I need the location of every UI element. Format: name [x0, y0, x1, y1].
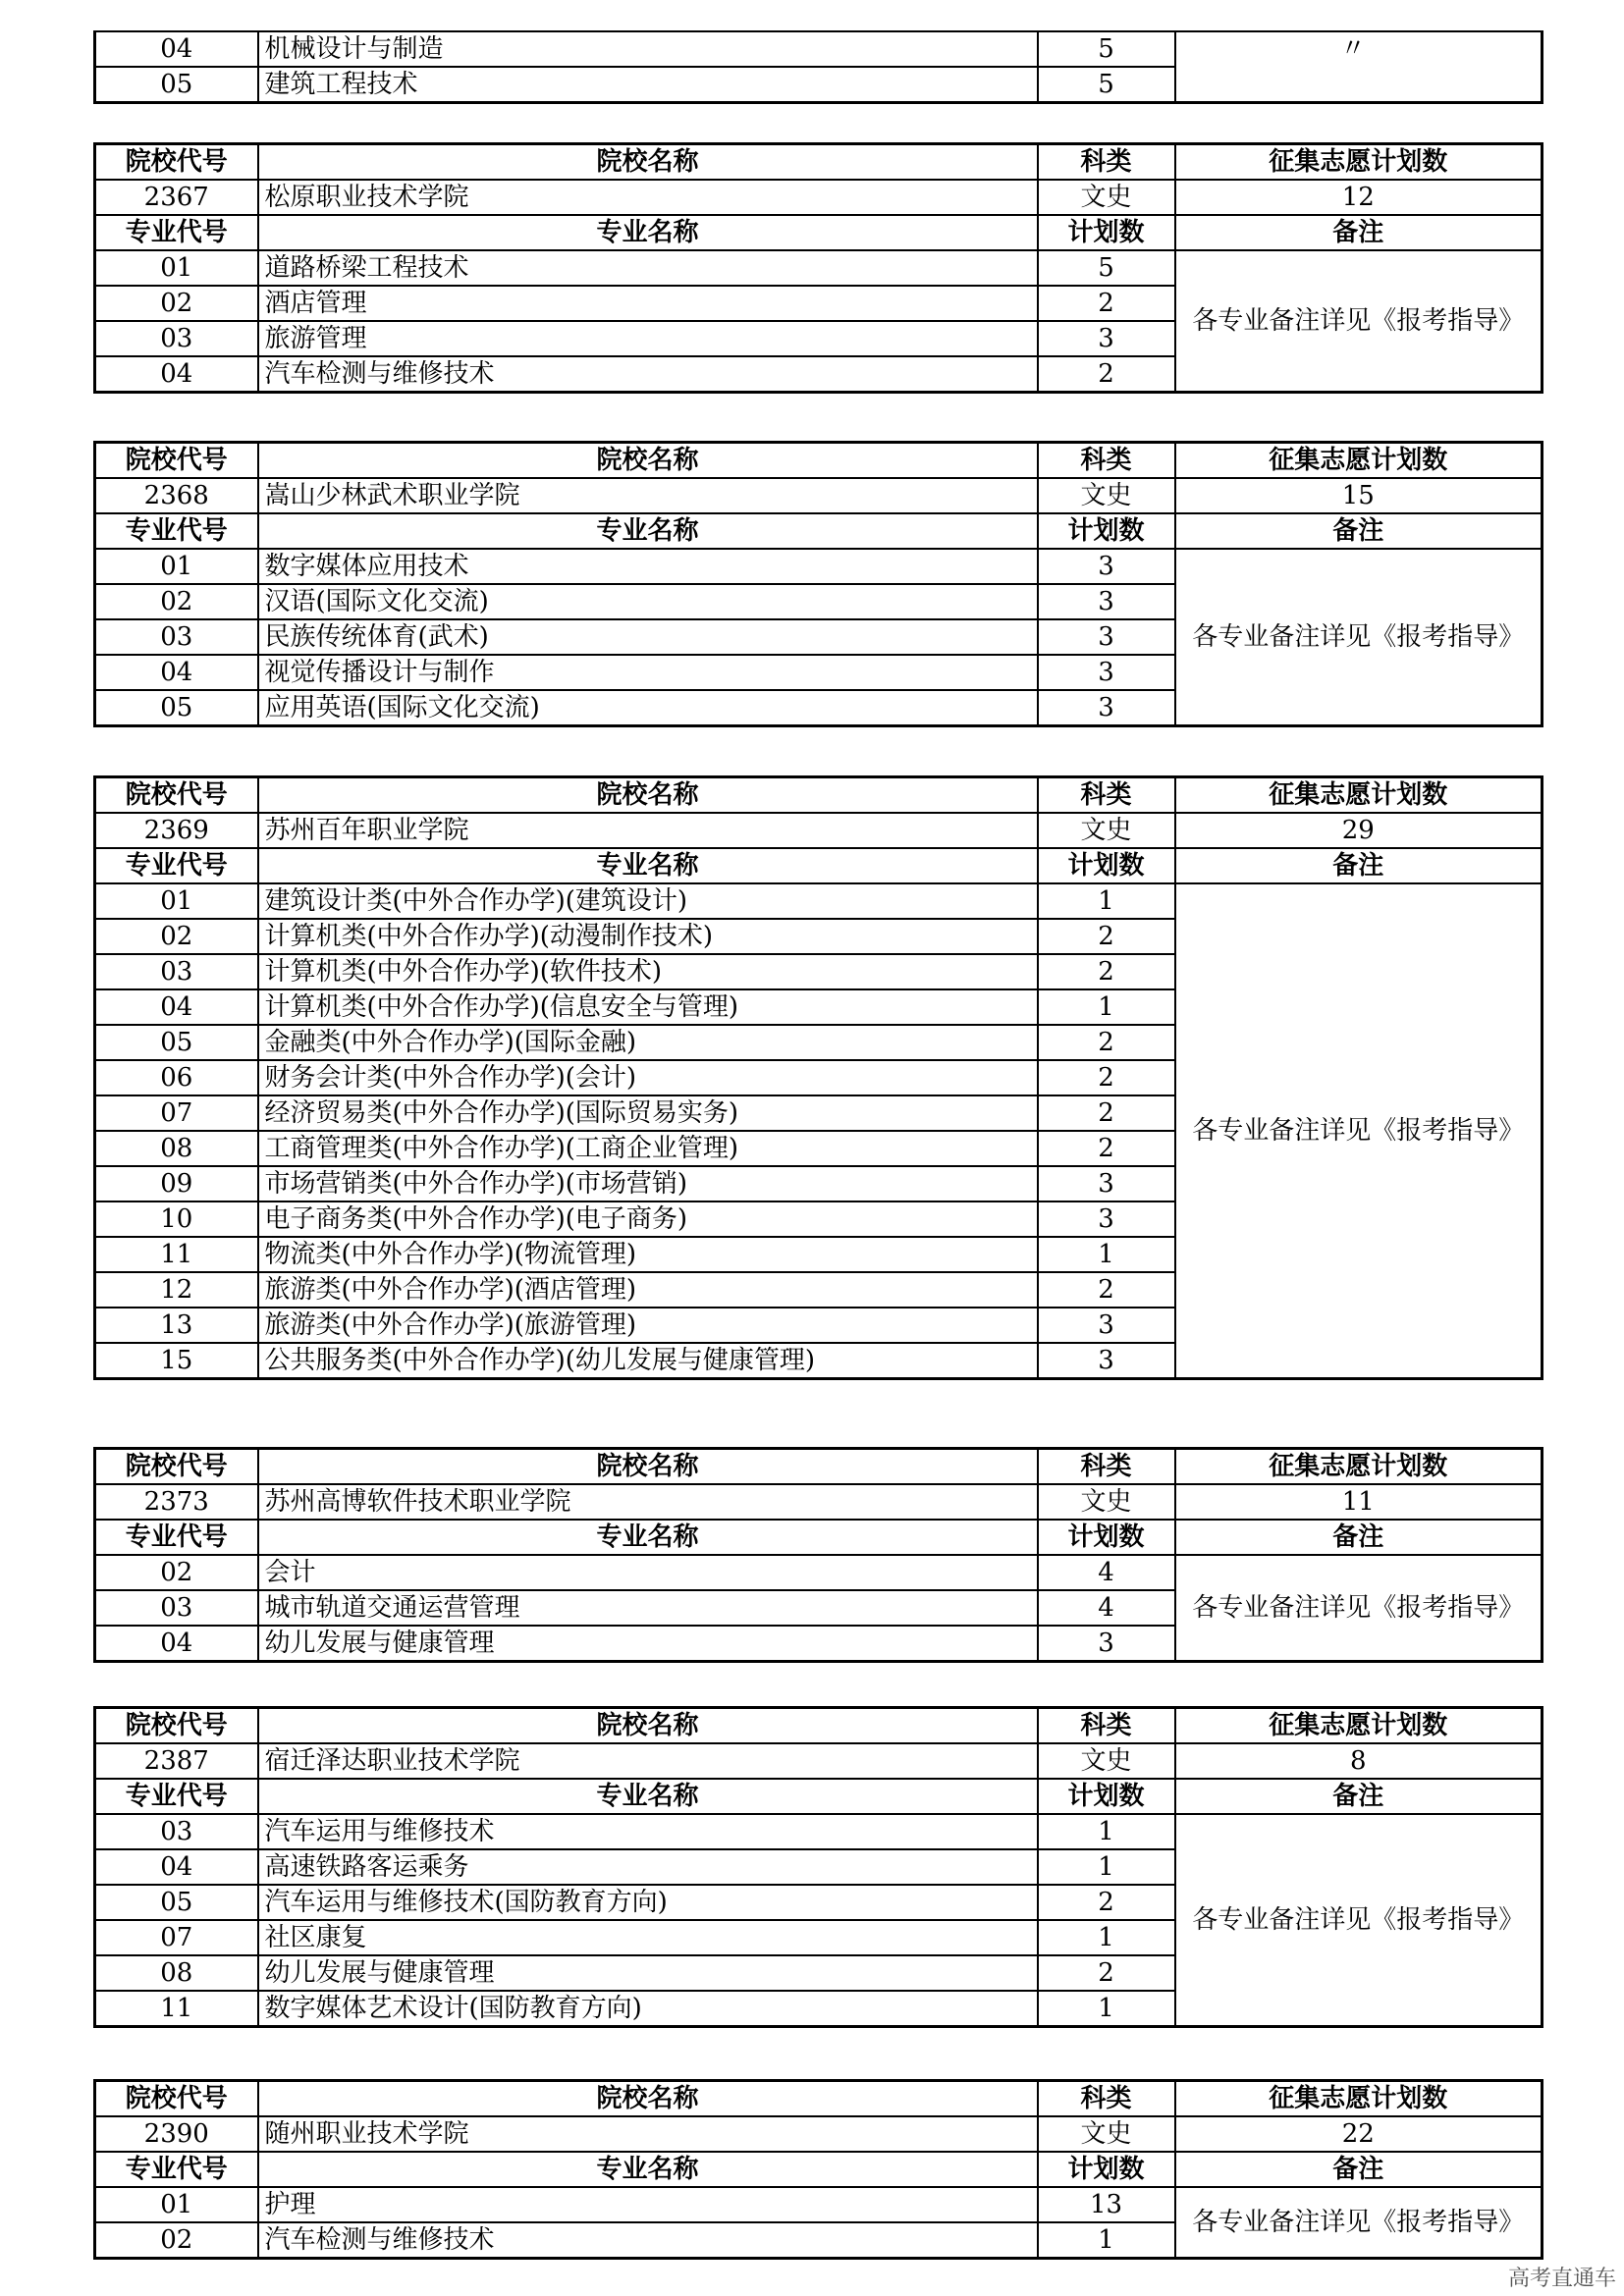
major-name: 汽车运用与维修技术(国防教育方向) — [258, 1885, 1038, 1920]
major-code: 02 — [95, 2222, 258, 2259]
major-code: 01 — [95, 549, 258, 584]
major-name: 旅游管理 — [258, 321, 1038, 356]
major-code: 07 — [95, 1920, 258, 1955]
header-category: 科类 — [1038, 2081, 1175, 2117]
major-name: 旅游类(中外合作办学)(酒店管理) — [258, 1272, 1038, 1308]
major-plan-count: 3 — [1038, 1201, 1175, 1237]
major-row — [95, 549, 1543, 584]
major-code: 08 — [95, 1131, 258, 1166]
header-school-name: 院校名称 — [258, 777, 1038, 814]
major-code: 06 — [95, 1060, 258, 1095]
header-plan-count: 计划数 — [1038, 1779, 1175, 1814]
major-code: 01 — [95, 2187, 258, 2222]
header-remark: 备注 — [1175, 513, 1543, 549]
school-table-continuation — [93, 30, 1543, 104]
school-header-row — [95, 2081, 1543, 2117]
header-school-code: 院校代号 — [95, 1708, 258, 1744]
major-plan-count: 2 — [1038, 1025, 1175, 1060]
school-code: 2373 — [95, 1484, 258, 1520]
school-name: 苏州百年职业学院 — [258, 813, 1038, 848]
major-row — [95, 1814, 1543, 1849]
major-plan-count: 3 — [1038, 619, 1175, 655]
school-plan-total: 8 — [1175, 1743, 1543, 1779]
major-plan-count: 2 — [1038, 1060, 1175, 1095]
remark: 各专业备注详见《报考指导》 — [1175, 883, 1543, 1379]
major-name: 建筑设计类(中外合作办学)(建筑设计) — [258, 883, 1038, 919]
major-plan-count: 4 — [1038, 1590, 1175, 1626]
major-code: 05 — [95, 1025, 258, 1060]
major-code: 01 — [95, 250, 258, 286]
major-name: 数字媒体应用技术 — [258, 549, 1038, 584]
major-plan-count: 2 — [1038, 1272, 1175, 1308]
school-category: 文史 — [1038, 1743, 1175, 1779]
major-code: 03 — [95, 321, 258, 356]
major-name: 汽车检测与维修技术 — [258, 356, 1038, 393]
header-major-name: 专业名称 — [258, 1779, 1038, 1814]
header-category: 科类 — [1038, 1708, 1175, 1744]
school-category: 文史 — [1038, 813, 1175, 848]
major-code: 03 — [95, 1814, 258, 1849]
school-table-2367 — [93, 142, 1543, 394]
header-major-name: 专业名称 — [258, 848, 1038, 883]
major-name: 汉语(国际文化交流) — [258, 584, 1038, 619]
major-code: 03 — [95, 954, 258, 989]
school-code: 2387 — [95, 1743, 258, 1779]
major-plan-count: 5 — [1038, 67, 1175, 103]
major-header-row — [95, 848, 1543, 883]
header-remark: 备注 — [1175, 848, 1543, 883]
major-plan-count: 2 — [1038, 286, 1175, 321]
major-plan-count: 3 — [1038, 655, 1175, 690]
major-code: 02 — [95, 286, 258, 321]
school-code: 2390 — [95, 2116, 258, 2152]
major-code: 10 — [95, 1201, 258, 1237]
header-major-name: 专业名称 — [258, 215, 1038, 250]
major-plan-count: 1 — [1038, 989, 1175, 1025]
remark: 各专业备注详见《报考指导》 — [1175, 2187, 1543, 2259]
school-plan-total: 11 — [1175, 1484, 1543, 1520]
school-code: 2368 — [95, 478, 258, 513]
major-code: 02 — [95, 584, 258, 619]
header-plan-count: 计划数 — [1038, 2152, 1175, 2187]
header-plan-total: 征集志愿计划数 — [1175, 1449, 1543, 1485]
major-name: 幼儿发展与健康管理 — [258, 1626, 1038, 1662]
major-code: 08 — [95, 1955, 258, 1991]
school-code: 2369 — [95, 813, 258, 848]
major-code: 04 — [95, 356, 258, 393]
major-plan-count: 2 — [1038, 1885, 1175, 1920]
major-row — [95, 1555, 1543, 1590]
major-plan-count: 1 — [1038, 1814, 1175, 1849]
major-code: 05 — [95, 67, 258, 103]
major-name: 计算机类(中外合作办学)(软件技术) — [258, 954, 1038, 989]
school-name: 苏州高博软件技术职业学院 — [258, 1484, 1038, 1520]
major-header-row — [95, 513, 1543, 549]
major-name: 幼儿发展与健康管理 — [258, 1955, 1038, 1991]
header-major-code: 专业代号 — [95, 1520, 258, 1555]
watermark: 高考直通车 — [1507, 2267, 1616, 2291]
school-name: 嵩山少林武术职业学院 — [258, 478, 1038, 513]
major-row — [95, 2187, 1543, 2222]
major-name: 物流类(中外合作办学)(物流管理) — [258, 1237, 1038, 1272]
school-header-row — [95, 1449, 1543, 1485]
major-name: 市场营销类(中外合作办学)(市场营销) — [258, 1166, 1038, 1201]
major-name: 高速铁路客运乘务 — [258, 1849, 1038, 1885]
header-plan-total: 征集志愿计划数 — [1175, 777, 1543, 814]
major-header-row — [95, 2152, 1543, 2187]
header-plan-count: 计划数 — [1038, 513, 1175, 549]
major-code: 15 — [95, 1343, 258, 1379]
major-code: 03 — [95, 619, 258, 655]
header-major-code: 专业代号 — [95, 848, 258, 883]
major-plan-count: 3 — [1038, 584, 1175, 619]
header-category: 科类 — [1038, 443, 1175, 479]
major-name: 社区康复 — [258, 1920, 1038, 1955]
school-name: 松原职业技术学院 — [258, 180, 1038, 215]
major-code: 02 — [95, 919, 258, 954]
header-plan-count: 计划数 — [1038, 1520, 1175, 1555]
major-code: 04 — [95, 31, 258, 67]
header-school-name: 院校名称 — [258, 2081, 1038, 2117]
header-remark: 备注 — [1175, 1779, 1543, 1814]
school-info-row — [95, 813, 1543, 848]
major-plan-count: 3 — [1038, 321, 1175, 356]
major-plan-count: 2 — [1038, 919, 1175, 954]
school-table-2373 — [93, 1447, 1543, 1663]
major-code: 04 — [95, 1626, 258, 1662]
major-name: 数字媒体艺术设计(国防教育方向) — [258, 1991, 1038, 2027]
major-plan-count: 2 — [1038, 1131, 1175, 1166]
school-category: 文史 — [1038, 1484, 1175, 1520]
major-plan-count: 2 — [1038, 1095, 1175, 1131]
school-category: 文史 — [1038, 478, 1175, 513]
major-plan-count: 1 — [1038, 1920, 1175, 1955]
header-category: 科类 — [1038, 777, 1175, 814]
school-category: 文史 — [1038, 180, 1175, 215]
major-header-row — [95, 215, 1543, 250]
header-plan-total: 征集志愿计划数 — [1175, 144, 1543, 181]
header-school-code: 院校代号 — [95, 2081, 258, 2117]
header-school-name: 院校名称 — [258, 1708, 1038, 1744]
major-name: 旅游类(中外合作办学)(旅游管理) — [258, 1308, 1038, 1343]
major-plan-count: 1 — [1038, 2222, 1175, 2259]
school-header-row — [95, 777, 1543, 814]
major-code: 12 — [95, 1272, 258, 1308]
school-plan-total: 15 — [1175, 478, 1543, 513]
major-name: 金融类(中外合作办学)(国际金融) — [258, 1025, 1038, 1060]
header-plan-total: 征集志愿计划数 — [1175, 443, 1543, 479]
school-code: 2367 — [95, 180, 258, 215]
header-remark: 备注 — [1175, 215, 1543, 250]
school-table-2369 — [93, 775, 1543, 1380]
school-plan-total: 12 — [1175, 180, 1543, 215]
major-name: 视觉传播设计与制作 — [258, 655, 1038, 690]
major-plan-count: 2 — [1038, 954, 1175, 989]
school-name: 宿迁泽达职业技术学院 — [258, 1743, 1038, 1779]
major-plan-count: 3 — [1038, 690, 1175, 726]
major-name: 计算机类(中外合作办学)(信息安全与管理) — [258, 989, 1038, 1025]
major-name: 公共服务类(中外合作办学)(幼儿发展与健康管理) — [258, 1343, 1038, 1379]
major-name: 建筑工程技术 — [258, 67, 1038, 103]
major-row — [95, 883, 1543, 919]
header-major-name: 专业名称 — [258, 513, 1038, 549]
school-header-row — [95, 1708, 1543, 1744]
header-remark: 备注 — [1175, 2152, 1543, 2187]
major-row — [95, 31, 1543, 67]
major-name: 财务会计类(中外合作办学)(会计) — [258, 1060, 1038, 1095]
major-name: 应用英语(国际文化交流) — [258, 690, 1038, 726]
major-code: 05 — [95, 690, 258, 726]
header-plan-total: 征集志愿计划数 — [1175, 2081, 1543, 2117]
header-school-code: 院校代号 — [95, 144, 258, 181]
major-code: 03 — [95, 1590, 258, 1626]
major-name: 汽车运用与维修技术 — [258, 1814, 1038, 1849]
header-category: 科类 — [1038, 1449, 1175, 1485]
header-major-code: 专业代号 — [95, 215, 258, 250]
header-plan-total: 征集志愿计划数 — [1175, 1708, 1543, 1744]
remark: 各专业备注详见《报考指导》 — [1175, 250, 1543, 393]
header-school-name: 院校名称 — [258, 443, 1038, 479]
header-remark: 备注 — [1175, 1520, 1543, 1555]
header-major-code: 专业代号 — [95, 1779, 258, 1814]
school-info-row — [95, 180, 1543, 215]
major-row — [95, 250, 1543, 286]
header-major-code: 专业代号 — [95, 2152, 258, 2187]
major-code: 09 — [95, 1166, 258, 1201]
school-category: 文史 — [1038, 2116, 1175, 2152]
remark: 各专业备注详见《报考指导》 — [1175, 549, 1543, 726]
major-plan-count: 2 — [1038, 1955, 1175, 1991]
school-header-row — [95, 443, 1543, 479]
major-code: 04 — [95, 655, 258, 690]
major-header-row — [95, 1779, 1543, 1814]
major-name: 经济贸易类(中外合作办学)(国际贸易实务) — [258, 1095, 1038, 1131]
school-plan-total: 22 — [1175, 2116, 1543, 2152]
major-plan-count: 3 — [1038, 1308, 1175, 1343]
school-info-row — [95, 478, 1543, 513]
major-code: 11 — [95, 1991, 258, 2027]
school-table-2368 — [93, 441, 1543, 727]
major-name: 电子商务类(中外合作办学)(电子商务) — [258, 1201, 1038, 1237]
header-school-code: 院校代号 — [95, 777, 258, 814]
school-info-row — [95, 1484, 1543, 1520]
major-code: 05 — [95, 1885, 258, 1920]
major-plan-count: 1 — [1038, 1237, 1175, 1272]
remark: 各专业备注详见《报考指导》 — [1175, 1555, 1543, 1662]
major-code: 04 — [95, 1849, 258, 1885]
header-major-name: 专业名称 — [258, 1520, 1038, 1555]
major-name: 计算机类(中外合作办学)(动漫制作技术) — [258, 919, 1038, 954]
major-header-row — [95, 1520, 1543, 1555]
school-info-row — [95, 1743, 1543, 1779]
major-plan-count: 2 — [1038, 356, 1175, 393]
major-code: 13 — [95, 1308, 258, 1343]
major-name: 会计 — [258, 1555, 1038, 1590]
header-major-name: 专业名称 — [258, 2152, 1038, 2187]
major-plan-count: 1 — [1038, 883, 1175, 919]
header-plan-count: 计划数 — [1038, 215, 1175, 250]
header-plan-count: 计划数 — [1038, 848, 1175, 883]
header-major-code: 专业代号 — [95, 513, 258, 549]
major-plan-count: 5 — [1038, 250, 1175, 286]
major-code: 02 — [95, 1555, 258, 1590]
major-plan-count: 1 — [1038, 1849, 1175, 1885]
header-school-code: 院校代号 — [95, 443, 258, 479]
major-plan-count: 3 — [1038, 1343, 1175, 1379]
major-name: 道路桥梁工程技术 — [258, 250, 1038, 286]
major-name: 民族传统体育(武术) — [258, 619, 1038, 655]
major-name: 城市轨道交通运营管理 — [258, 1590, 1038, 1626]
school-header-row — [95, 144, 1543, 181]
major-name: 机械设计与制造 — [258, 31, 1038, 67]
major-code: 01 — [95, 883, 258, 919]
major-plan-count: 1 — [1038, 1991, 1175, 2027]
major-plan-count: 4 — [1038, 1555, 1175, 1590]
header-school-code: 院校代号 — [95, 1449, 258, 1485]
remark: 各专业备注详见《报考指导》 — [1175, 1814, 1543, 2027]
header-school-name: 院校名称 — [258, 1449, 1038, 1485]
remark-ditto: 〃 — [1175, 31, 1543, 103]
header-category: 科类 — [1038, 144, 1175, 181]
major-plan-count: 5 — [1038, 31, 1175, 67]
major-name: 护理 — [258, 2187, 1038, 2222]
school-plan-total: 29 — [1175, 813, 1543, 848]
major-plan-count: 3 — [1038, 1626, 1175, 1662]
major-code: 11 — [95, 1237, 258, 1272]
school-info-row — [95, 2116, 1543, 2152]
major-plan-count: 13 — [1038, 2187, 1175, 2222]
school-name: 随州职业技术学院 — [258, 2116, 1038, 2152]
major-name: 工商管理类(中外合作办学)(工商企业管理) — [258, 1131, 1038, 1166]
major-code: 04 — [95, 989, 258, 1025]
major-name: 汽车检测与维修技术 — [258, 2222, 1038, 2259]
major-plan-count: 3 — [1038, 549, 1175, 584]
school-table-2387 — [93, 1706, 1543, 2028]
header-school-name: 院校名称 — [258, 144, 1038, 181]
major-plan-count: 3 — [1038, 1166, 1175, 1201]
school-table-2390 — [93, 2079, 1543, 2260]
major-code: 07 — [95, 1095, 258, 1131]
major-name: 酒店管理 — [258, 286, 1038, 321]
